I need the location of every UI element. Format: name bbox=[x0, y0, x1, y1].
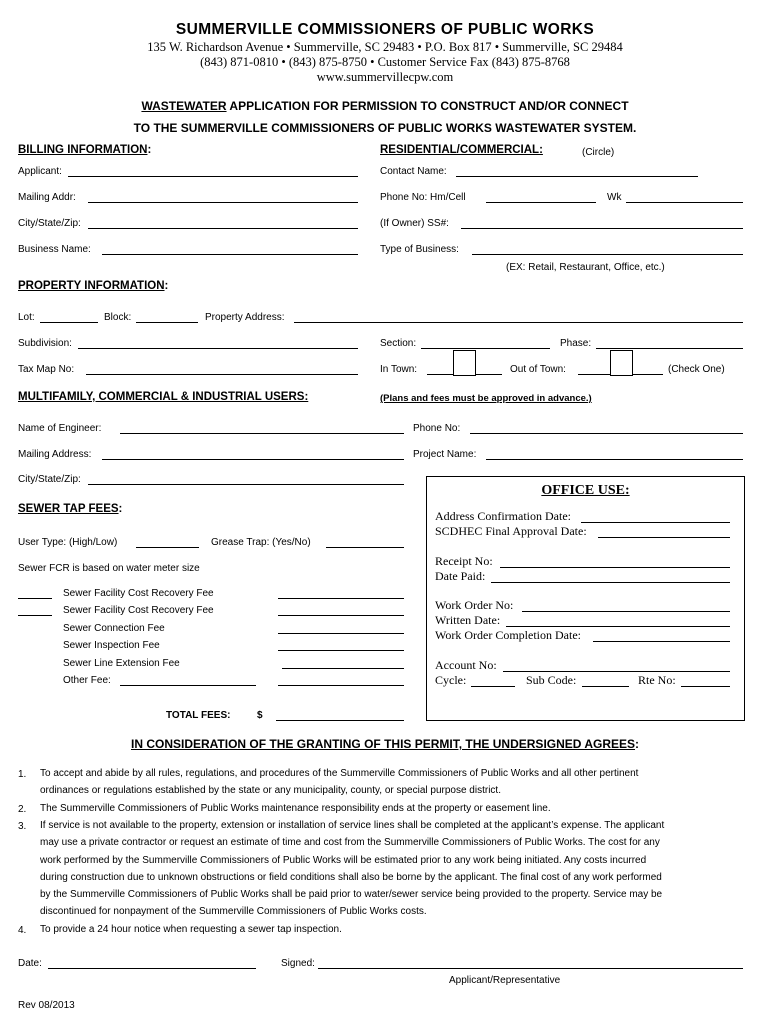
billing-heading bbox=[18, 144, 151, 156]
project-name-label: Project Name: bbox=[413, 449, 477, 460]
addr-conf-field[interactable] bbox=[581, 522, 730, 523]
in-town-checkbox[interactable] bbox=[453, 350, 476, 376]
org-address: 135 W. Richardson Avenue • Summerville, SC 29483 • P.O. Box 817 • Summerville, SC 29484 bbox=[147, 40, 623, 54]
grease-trap-label: Grease Trap: (Yes/No) bbox=[211, 537, 311, 548]
agreement-line: To accept and abide by all rules, regulations, and procedures of the Summerville Commissioners of Public Works and all other pertinent bbox=[40, 768, 639, 779]
sub-code-field[interactable] bbox=[582, 686, 629, 687]
fcr-note: Sewer FCR is based on water meter size bbox=[18, 563, 200, 574]
engineer-label: Name of Engineer: bbox=[18, 423, 102, 434]
property-address-field[interactable] bbox=[294, 322, 743, 323]
sub-code-label: Sub Code: bbox=[526, 673, 577, 687]
grease-trap-field[interactable] bbox=[326, 547, 404, 548]
circle-note: (Circle) bbox=[582, 147, 615, 158]
business-type-example: (EX: Retail, Restaurant, Office, etc.) bbox=[506, 262, 665, 273]
taxmap-label: Tax Map No: bbox=[18, 364, 75, 375]
out-town-label: Out of Town: bbox=[510, 364, 566, 375]
business-type-label: Type of Business: bbox=[380, 244, 459, 255]
fee-item-label: Sewer Inspection Fee bbox=[63, 640, 160, 651]
fee5-amount-field[interactable] bbox=[282, 668, 404, 669]
user-type-label: User Type: (High/Low) bbox=[18, 537, 118, 548]
org-title: SUMMERVILLE COMMISSIONERS OF PUBLIC WORKS bbox=[175, 21, 595, 38]
applicant-rep-label: Applicant/Representative bbox=[449, 975, 561, 986]
mailing-addr-label: Mailing Addr: bbox=[18, 192, 76, 203]
fee2-size-field[interactable] bbox=[18, 615, 52, 616]
phone-wk-label: Wk bbox=[607, 192, 622, 203]
receipt-label: Receipt No: bbox=[435, 554, 493, 568]
date-field[interactable] bbox=[48, 968, 256, 969]
account-field[interactable] bbox=[503, 671, 730, 672]
wo-completion-label: Work Order Completion Date: bbox=[435, 628, 581, 642]
project-name-field[interactable] bbox=[486, 459, 743, 460]
agreement-line: To provide a 24 hour notice when requesting a sewer tap inspection. bbox=[40, 924, 342, 935]
form-title-line1 bbox=[0, 99, 770, 113]
revision-label: Rev 08/2013 bbox=[18, 1000, 75, 1011]
fee3-amount-field[interactable] bbox=[278, 633, 404, 634]
engineer-mailing-field[interactable] bbox=[102, 459, 404, 460]
agreement-line: The Summerville Commissioners of Public Works maintenance responsibility ends at the property or easement line. bbox=[40, 803, 551, 814]
total-fees-label: TOTAL FEES: bbox=[166, 710, 231, 721]
other-fee-amount-field[interactable] bbox=[278, 685, 404, 686]
mailing-addr-field[interactable] bbox=[88, 202, 358, 203]
title-rest: APPLICATION FOR PERMISSION TO CONSTRUCT AND/OR CONNECT bbox=[226, 99, 629, 113]
form-title-line2: TO THE SUMMERVILLE COMMISSIONERS OF PUBLIC WORKS WASTEWATER SYSTEM. bbox=[133, 121, 637, 135]
agreement-heading bbox=[0, 737, 770, 751]
date-paid-field[interactable] bbox=[491, 582, 730, 583]
property-heading bbox=[18, 280, 168, 292]
fee1-amount-field[interactable] bbox=[278, 598, 404, 599]
org-website[interactable]: www.summervillecpw.com bbox=[316, 70, 454, 84]
city-state-zip-label: City/State/Zip: bbox=[18, 218, 81, 229]
item4-number: 4. bbox=[18, 925, 27, 936]
title-wastewater: WASTEWATER bbox=[141, 99, 227, 113]
fee-item-label: Sewer Facility Cost Recovery Fee bbox=[63, 605, 214, 616]
fee-item-label: Sewer Facility Cost Recovery Fee bbox=[63, 588, 214, 599]
residential-heading: RESIDENTIAL/COMMERCIAL: bbox=[380, 144, 543, 156]
section-field[interactable] bbox=[421, 348, 550, 349]
engineer-city-field[interactable] bbox=[88, 484, 404, 485]
agreement-item-3 bbox=[40, 817, 664, 921]
rte-label: Rte No: bbox=[638, 673, 676, 687]
engineer-field[interactable] bbox=[120, 433, 404, 434]
property-address-label: Property Address: bbox=[205, 312, 285, 323]
ssn-label: (If Owner) SS#: bbox=[380, 218, 449, 229]
billing-heading-colon: : bbox=[147, 144, 152, 156]
date-label: Date: bbox=[18, 958, 42, 969]
rte-field[interactable] bbox=[681, 686, 730, 687]
signature-field[interactable] bbox=[318, 968, 743, 969]
applicant-field[interactable] bbox=[68, 176, 358, 177]
property-heading-text: PROPERTY INFORMATION bbox=[18, 280, 165, 292]
item2-number: 2. bbox=[18, 804, 27, 815]
agreement-line: may use a private contractor or request an estimate of time and cost from the Summerville Commissioners of Public Works. The cost for any bbox=[40, 837, 660, 849]
agreement-item-2 bbox=[40, 800, 551, 817]
phase-label: Phase: bbox=[560, 338, 592, 349]
phase-field[interactable] bbox=[596, 348, 743, 349]
fee-item-label: Sewer Line Extension Fee bbox=[63, 658, 180, 669]
work-order-field[interactable] bbox=[522, 611, 730, 612]
engineer-city-label: City/State/Zip: bbox=[18, 474, 81, 485]
agreement-line: by the Summerville Commissioners of Public Works shall be paid prior to water/sewer service being provided to the property. Service may be bbox=[40, 889, 663, 901]
agreement-heading-colon: : bbox=[635, 737, 640, 751]
cycle-label: Cycle: bbox=[435, 673, 467, 687]
scdhec-label: SCDHEC Final Approval Date: bbox=[435, 524, 587, 538]
out-town-checkbox[interactable] bbox=[610, 350, 633, 376]
contact-field[interactable] bbox=[456, 176, 698, 177]
cycle-field[interactable] bbox=[471, 686, 515, 687]
written-date-label: Written Date: bbox=[435, 613, 501, 627]
sewer-fees-heading-colon: : bbox=[118, 503, 123, 515]
agreement-line: during construction due to unknown obstructions or field conditions shall also be borne by the applicant. The final cost of any work performed bbox=[40, 871, 662, 883]
block-label: Block: bbox=[104, 312, 132, 323]
lot-label: Lot: bbox=[18, 312, 35, 323]
applicant-label: Applicant: bbox=[18, 166, 62, 177]
agreement-line: work performed by the Summerville Commissioners of Public Works will be estimated prior to any work being initiated. Any costs incurred bbox=[40, 854, 647, 866]
phone-wk-field[interactable] bbox=[626, 202, 743, 203]
scdhec-field[interactable] bbox=[598, 537, 730, 538]
business-name-label: Business Name: bbox=[18, 244, 91, 255]
agreement-item-1 bbox=[40, 765, 638, 800]
lot-field[interactable] bbox=[40, 322, 98, 323]
fee4-amount-field[interactable] bbox=[278, 650, 404, 651]
multifamily-note: (Plans and fees must be approved in advance.) bbox=[380, 393, 592, 404]
date-paid-label: Date Paid: bbox=[435, 569, 486, 583]
property-heading-colon: : bbox=[164, 280, 169, 292]
phone-hm-label: Phone No: Hm/Cell bbox=[380, 192, 466, 203]
billing-heading-text: BILLING INFORMATION bbox=[18, 144, 148, 156]
business-type-field[interactable] bbox=[472, 254, 743, 255]
check-one-note: (Check One) bbox=[668, 364, 725, 375]
account-label: Account No: bbox=[435, 658, 497, 672]
phone-hm-field[interactable] bbox=[486, 202, 596, 203]
org-phones: (843) 871-0810 • (843) 875-8750 • Customer Service Fax (843) 875-8768 bbox=[200, 55, 570, 69]
receipt-field[interactable] bbox=[500, 567, 730, 568]
signed-label: Signed: bbox=[281, 958, 315, 969]
agreement-item-4 bbox=[40, 921, 342, 938]
fee-item-label: Sewer Connection Fee bbox=[63, 623, 165, 634]
engineer-phone-field[interactable] bbox=[470, 433, 743, 434]
total-dollar-sign: $ bbox=[257, 710, 263, 721]
fee1-size-field[interactable] bbox=[18, 598, 52, 599]
contact-label: Contact Name: bbox=[380, 166, 447, 177]
engineer-phone-label: Phone No: bbox=[413, 423, 461, 434]
agreement-line: ordinances or regulations established by the state or any municipality, county, or special purpose district. bbox=[40, 785, 501, 797]
ssn-field[interactable] bbox=[461, 228, 743, 229]
wo-completion-field[interactable] bbox=[593, 641, 730, 642]
other-fee-desc-field[interactable] bbox=[120, 685, 256, 686]
subdivision-label: Subdivision: bbox=[18, 338, 72, 349]
fee-item-label: Other Fee: bbox=[63, 675, 111, 686]
subdivision-field[interactable] bbox=[78, 348, 358, 349]
fee2-amount-field[interactable] bbox=[278, 615, 404, 616]
engineer-mailing-label: Mailing Address: bbox=[18, 449, 92, 460]
in-town-label: In Town: bbox=[380, 364, 418, 375]
agreement-line: discontinued for nonpayment of the Summerville Commissioners of Public Works costs. bbox=[40, 906, 427, 918]
item1-number: 1. bbox=[18, 769, 27, 780]
user-type-field[interactable] bbox=[136, 547, 199, 548]
item3-number: 3. bbox=[18, 821, 27, 832]
block-field[interactable] bbox=[136, 322, 198, 323]
office-use-heading: OFFICE USE: bbox=[541, 483, 630, 498]
section-label: Section: bbox=[380, 338, 417, 349]
addr-conf-label: Address Confirmation Date: bbox=[435, 509, 571, 523]
business-name-field[interactable] bbox=[102, 254, 358, 255]
city-state-zip-field[interactable] bbox=[88, 228, 358, 229]
sewer-fees-heading-text: SEWER TAP FEES bbox=[18, 503, 119, 515]
agreement-line: If service is not available to the property, extension or installation of service lines shall be completed at the applicant’s expense. The applicant bbox=[40, 820, 665, 831]
taxmap-field[interactable] bbox=[86, 374, 358, 375]
written-date-field[interactable] bbox=[506, 626, 730, 627]
sewer-fees-heading bbox=[18, 503, 122, 515]
total-fees-field[interactable] bbox=[276, 720, 404, 721]
agreement-heading-text: IN CONSIDERATION OF THE GRANTING OF THIS PERMIT, THE UNDERSIGNED AGREES bbox=[130, 737, 636, 751]
multifamily-heading: MULTIFAMILY, COMMERCIAL & INDUSTRIAL USERS: bbox=[18, 391, 309, 403]
work-order-label: Work Order No: bbox=[435, 598, 514, 612]
